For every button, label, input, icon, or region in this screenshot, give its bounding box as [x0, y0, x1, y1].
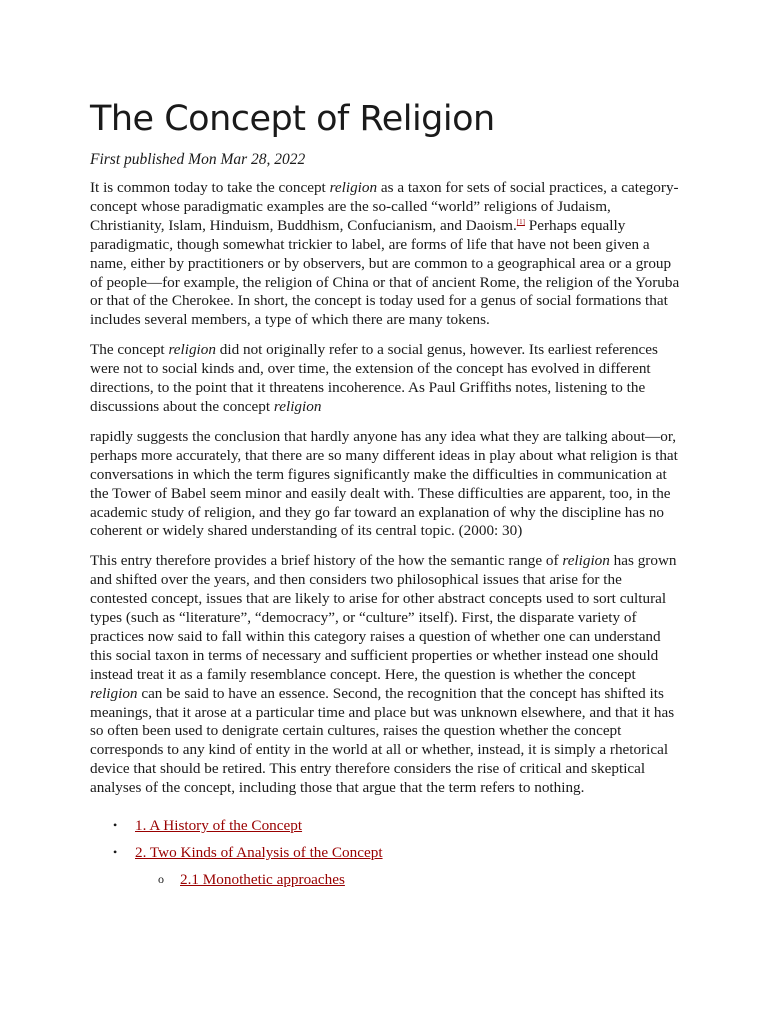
- block-quote: rapidly suggests the conclusion that hardly anyone has any idea what they are talking about—or, perhaps more accurately, that there are so many different ideas in play about what religion is that conversations in which the term figures significantly make the difficulties in communication at the Tower of Babel seem minor and easily dealt with. These difficulties are apparent, too, in the academic study of religion, and they go far toward an explanation of why the discipline has no coherent or widely shared understanding of its central topic. (2000: 30): [90, 427, 678, 540]
- toc-link-monothetic[interactable]: 2.1 Monothetic approaches: [180, 871, 345, 889]
- toc-subitem: [135, 870, 680, 889]
- footnote-link-1[interactable]: [1]: [516, 217, 525, 226]
- publication-date: First published Mon Mar 28, 2022: [90, 151, 306, 168]
- emphasis-religion: religion: [90, 684, 138, 702]
- footnote-ref: [517, 218, 525, 226]
- text-run: as a taxon for sets of social practices, a category-concept whose paradigmatic examples are the so-called “world” religions of Judaism, Christianity, Islam, Hinduism, Buddhism, Confucianism, and Daoism.: [90, 179, 679, 234]
- text-run: It is common today to take the concept: [90, 179, 330, 196]
- toc-link-analysis[interactable]: 2. Two Kinds of Analysis of the Concept: [135, 844, 383, 862]
- bullet-icon: •: [113, 818, 118, 833]
- paragraph-overview: [90, 552, 680, 798]
- toc-sublist: [135, 870, 680, 889]
- emphasis-religion: religion: [168, 341, 216, 359]
- text-run: did not originally refer to a social genus, however. Its earliest references were not to social kinds and, over time, the extension of the concept has evolved in different directions, to the point that it threatens incoherence. As Paul Griffiths notes, listening to the discussions about the concept: [90, 341, 658, 415]
- circle-bullet-icon: o: [158, 872, 164, 887]
- bullet-icon: •: [113, 845, 118, 860]
- article: [90, 0, 680, 897]
- text-run: has grown and shifted over the years, and then considers two philosophical issues that arise for the contested concept, issues that are likely to arise for other abstract concepts used to sort cultural types (such as “literature”, “democracy”, or “culture” itself). First, the disparate variety of practices now said to fall within this category raises a question of whether one can understand this social taxon in terms of necessary and sufficient properties or whether instead one should instead treat it as a family resemblance concept. Here, the question is whether the concept: [90, 552, 677, 683]
- toc-link-history[interactable]: 1. A History of the Concept: [135, 817, 303, 835]
- toc-item: [90, 843, 680, 889]
- paragraph-intro: [90, 179, 680, 330]
- toc-item: [90, 816, 680, 835]
- page-title: The Concept of Religion: [90, 99, 495, 139]
- emphasis-religion: religion: [273, 397, 322, 415]
- text-run: Perhaps equally paradigmatic, though somewhat trickier to label, are forms of life that have not been given a name, either by practitioners or by observers, but are common to a geographical area or a group of people—for example, the religion of China or that of ancient Rome, the religion of the Yoruba or that of the Cherokee. In short, the concept is today used for a genus of social formations that includes several members, a type of which there are many tokens.: [90, 216, 680, 329]
- emphasis-religion: religion: [562, 552, 610, 570]
- paragraph-genus: [90, 341, 680, 417]
- table-of-contents: [90, 816, 680, 889]
- text-run: can be said to have an essence. Second, the recognition that the concept has shifted its meanings, that it arose at a particular time and place but was unknown elsewhere, and that it has so often been used to denigrate certain cultures, raises the question whether the concept corresponds to any kind of entity in the world at all or whether, instead, it is simply a rhetorical device that should be retired. This entry therefore considers the rise of critical and skeptical analyses of the concept, including those that argue that the term refers to nothing.: [90, 684, 675, 797]
- text-run: The concept: [90, 341, 169, 359]
- emphasis-religion: religion: [329, 179, 378, 196]
- text-run: This entry therefore provides a brief history of the how the semantic range of: [90, 552, 563, 570]
